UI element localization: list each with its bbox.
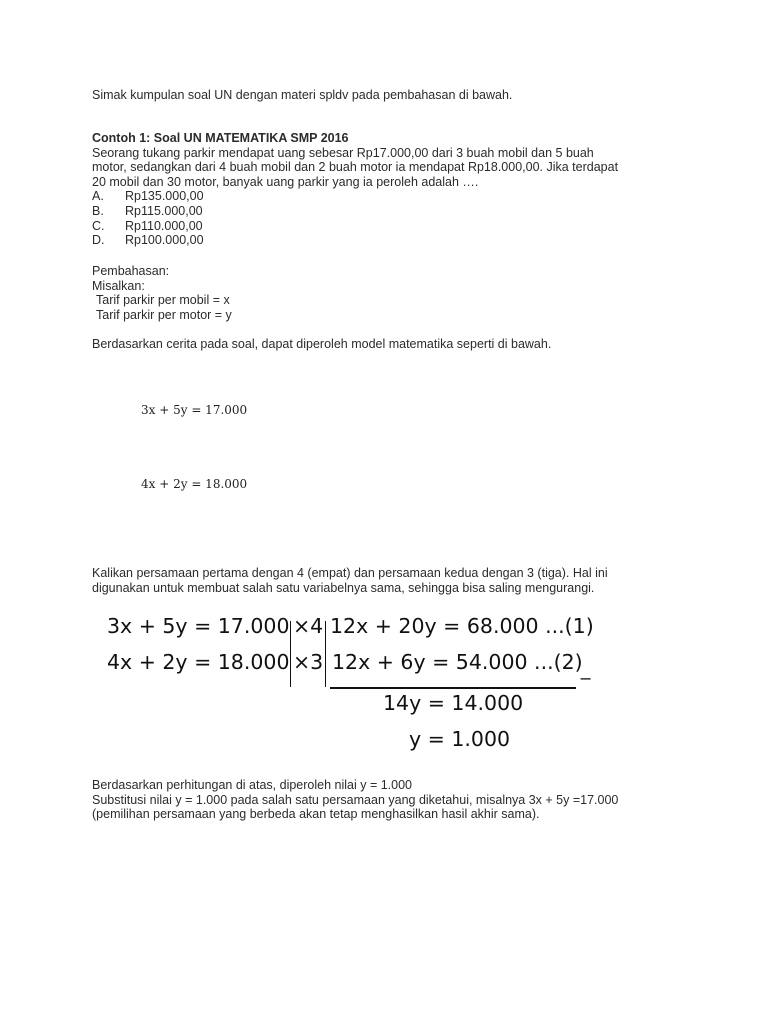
- result-equation-1: 14y = 14.000: [383, 691, 524, 715]
- subtraction-line: [330, 687, 576, 689]
- problem-line: motor, sedangkan dari 4 buah mobil dan 2 buah motor ia mendapat Rp18.000,00. Jika terdapat: [92, 160, 619, 175]
- option-d: [92, 233, 692, 248]
- option-text: Rp110.000,00: [125, 218, 203, 233]
- option-letter: B.: [92, 203, 104, 218]
- example-title: Contoh 1: Soal UN MATEMATIKA SMP 2016: [92, 131, 349, 145]
- option-b: [92, 204, 692, 219]
- divider-line: [325, 621, 326, 687]
- discussion-heading: Pembahasan:: [92, 264, 170, 278]
- example-block: [92, 131, 692, 248]
- option-letter: A.: [92, 189, 104, 204]
- minus-sign: −: [579, 669, 593, 688]
- variable-y: Tarif parkir per motor = y: [96, 307, 232, 322]
- multiply-instruction: [92, 566, 692, 595]
- multiplier-4: ×4: [293, 614, 324, 638]
- option-text: Rp135.000,00: [125, 189, 204, 204]
- result-equation-2: y = 1.000: [409, 727, 511, 751]
- multiplier-3: ×3: [293, 650, 324, 674]
- model-sentence: Berdasarkan cerita pada soal, dapat diperoleh model matematika seperti di bawah.: [92, 337, 552, 351]
- option-a: [92, 189, 692, 204]
- left-equation-2: 4x + 2y = 18.000: [107, 650, 290, 674]
- option-letter: D.: [92, 233, 105, 248]
- problem-line: Seorang tukang parkir mendapat uang sebesar Rp17.000,00 dari 3 buah mobil dan 5 buah: [92, 145, 594, 160]
- option-c: [92, 219, 692, 234]
- option-text: Rp100.000,00: [125, 233, 204, 248]
- option-letter: C.: [92, 218, 105, 233]
- conclusion-line: Berdasarkan perhitungan di atas, diperoleh nilai y = 1.000: [92, 778, 413, 792]
- variable-x: Tarif parkir per mobil = x: [96, 293, 230, 308]
- intro-text: Simak kumpulan soal UN dengan materi spldv pada pembahasan di bawah.: [92, 88, 513, 102]
- conclusion-line: Substitusi nilai y = 1.000 pada salah satu persamaan yang diketahui, misalnya 3x + 5y =17.000: [92, 792, 619, 807]
- instruction-line: Kalikan persamaan pertama dengan 4 (empat) dan persamaan kedua dengan 3 (tiga). Hal ini: [92, 566, 608, 580]
- conclusion-line: (pemilihan persamaan yang berbeda akan tetap menghasilkan hasil akhir sama).: [92, 807, 540, 822]
- let-label: Misalkan:: [92, 278, 145, 293]
- instruction-line: digunakan untuk membuat salah satu variabelnya sama, sehingga bisa saling mengurangi.: [92, 580, 595, 595]
- right-equation-1: 12x + 20y = 68.000 ...(1): [330, 614, 594, 638]
- divider-line: [290, 621, 291, 687]
- discussion-block: [92, 264, 692, 322]
- equation-2: 4x + 2y = 18.000: [141, 477, 248, 491]
- problem-line: 20 mobil dan 30 motor, banyak uang parkir yang ia peroleh adalah ….: [92, 174, 479, 189]
- conclusion-block: [92, 778, 692, 822]
- left-equation-1: 3x + 5y = 17.000: [107, 614, 290, 638]
- option-text: Rp115.000,00: [125, 203, 203, 218]
- right-equation-2: 12x + 6y = 54.000 ...(2): [332, 650, 583, 674]
- equation-1: 3x + 5y = 17.000: [141, 403, 248, 417]
